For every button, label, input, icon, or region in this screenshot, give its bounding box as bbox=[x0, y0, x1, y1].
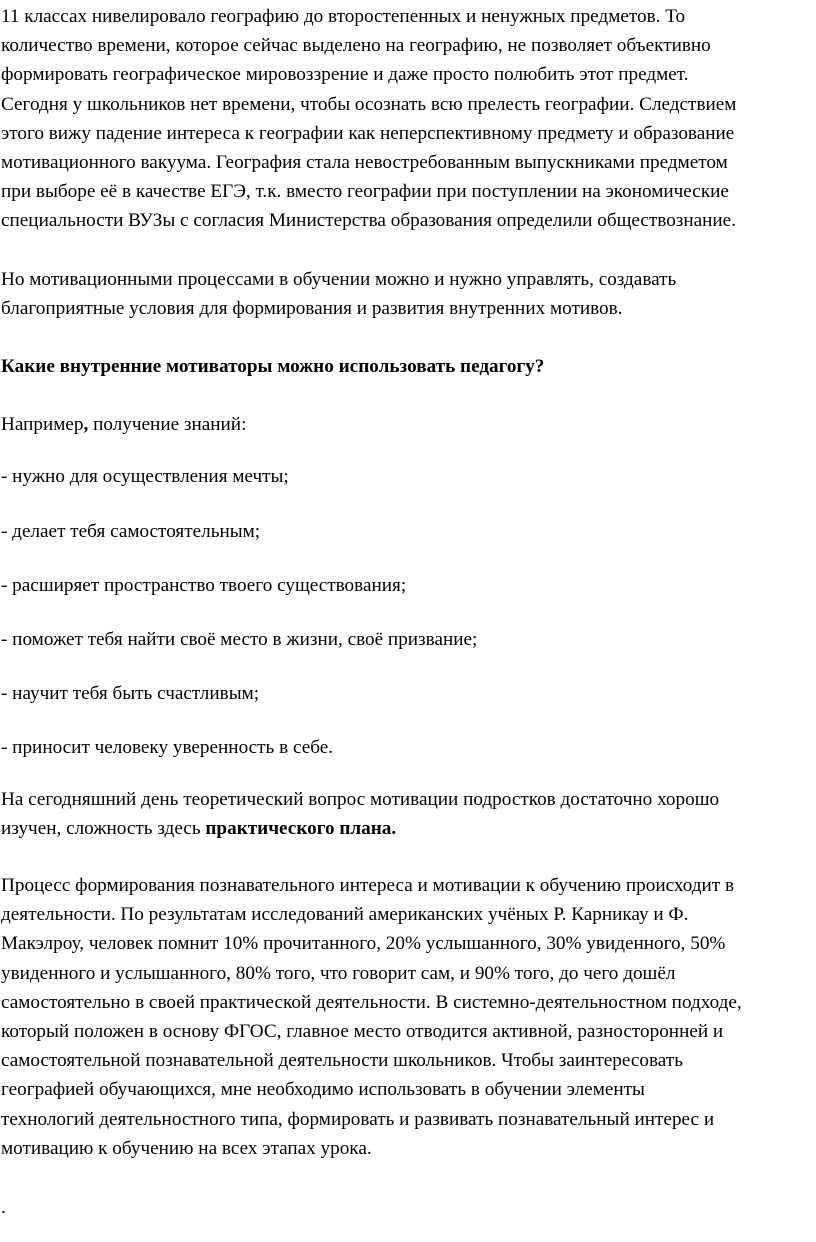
text-line: мотивационного вакуума. География стала невостребованным выпускниками предметом bbox=[1, 152, 728, 174]
list-item bbox=[1, 625, 811, 654]
text-line: формировать географическое мировоззрение и даже просто полюбить этот предмет. bbox=[1, 64, 689, 86]
text-line: при выборе её в качестве ЕГЭ, т.к. вместо географии при поступлении на экономические bbox=[1, 181, 729, 203]
intro-comma: , bbox=[83, 414, 89, 435]
text-line: Но мотивационными процессами в обучении можно и нужно управлять, создавать bbox=[1, 269, 677, 290]
list-item-text: - приносит человеку уверенность в себе. bbox=[1, 737, 334, 758]
paragraph-cognitive-interest bbox=[1, 871, 811, 1163]
list-item bbox=[1, 462, 811, 491]
text-line: 11 классах нивелировало географию до второстепенных и ненужных предметов. То bbox=[1, 6, 686, 27]
text-line: специальности ВУЗы с согласия Министерства образования определили обществознание. bbox=[1, 210, 736, 232]
list-item-text: - нужно для осуществления мечты; bbox=[1, 466, 289, 487]
text-line: благоприятные условия для формирования и развития внутренних мотивов. bbox=[1, 298, 623, 320]
list-item bbox=[1, 679, 811, 708]
text-line: самостоятельной познавательной деятельности школьников. Чтобы заинтересовать bbox=[1, 1050, 683, 1072]
paragraph-geography-decline bbox=[1, 2, 811, 236]
intro-prefix: Например bbox=[1, 414, 84, 435]
text-line: самостоятельно в своей практической деятельности. В системно-деятельностном подходе, bbox=[1, 991, 742, 1013]
text-line: мотивацию к обучению на всех этапах урока. bbox=[1, 1137, 372, 1159]
trailing-mark: . bbox=[1, 1197, 6, 1218]
text-bold: практического плана. bbox=[205, 818, 397, 840]
text-line: который положен в основу ФГОС, главное место отводится активной, разносторонней и bbox=[1, 1021, 724, 1043]
list-item-text: - научит тебя быть счастливым; bbox=[1, 683, 260, 704]
list-item bbox=[1, 517, 811, 546]
text-line: Макэлроу, человек помнит 10% прочитанного, 20% услышанного, 30% увиденного, 50% bbox=[1, 933, 726, 955]
text-line: Сегодня у школьников нет времени, чтобы осознать всю прелесть географии. Следствием bbox=[1, 93, 737, 115]
text-line: Процесс формирования познавательного интереса и мотивации к обучению происходит в bbox=[1, 875, 735, 896]
text-line: технологий деятельностного типа, формировать и развивать познавательный интерес и bbox=[1, 1108, 715, 1130]
text-line: увиденного и услышанного, 80% того, что говорит сам, и 90% того, до чего дошёл bbox=[1, 962, 676, 984]
text-line: На сегодняшний день теоретический вопрос мотивации подростков достаточно хорошо bbox=[1, 789, 720, 810]
list-item bbox=[1, 571, 811, 600]
intro-line bbox=[1, 410, 811, 439]
list-item-text: - делает тебя самостоятельным; bbox=[1, 521, 261, 542]
question-heading bbox=[1, 352, 811, 381]
text-line: этого вижу падение интереса к географии как неперспективному предмету и образование bbox=[1, 122, 735, 144]
trailing-period bbox=[1, 1193, 811, 1222]
text-plain: изучен, сложность здесь bbox=[1, 818, 206, 840]
text-line: деятельности. По результатам исследований американских учёных Р. Карникау и Ф. bbox=[1, 904, 689, 926]
text-line: географией обучающихся, мне необходимо использовать в обучении элементы bbox=[1, 1079, 645, 1101]
intro-suffix: получение знаний: bbox=[88, 414, 247, 435]
heading-text: Какие внутренние мотиваторы можно использовать педагогу? bbox=[1, 356, 545, 377]
paragraph-motivation-management bbox=[1, 265, 811, 323]
text-line: количество времени, которое сейчас выделено на географию, не позволяет объективно bbox=[1, 35, 711, 57]
paragraph-theory-practice bbox=[1, 785, 811, 843]
list-item-text: - расширяет пространство твоего существования; bbox=[1, 575, 407, 596]
text-line bbox=[1, 814, 811, 843]
intro-text bbox=[1, 410, 811, 439]
list-item bbox=[1, 733, 811, 762]
list-item-text: - поможет тебя найти своё место в жизни, своё призвание; bbox=[1, 629, 478, 650]
